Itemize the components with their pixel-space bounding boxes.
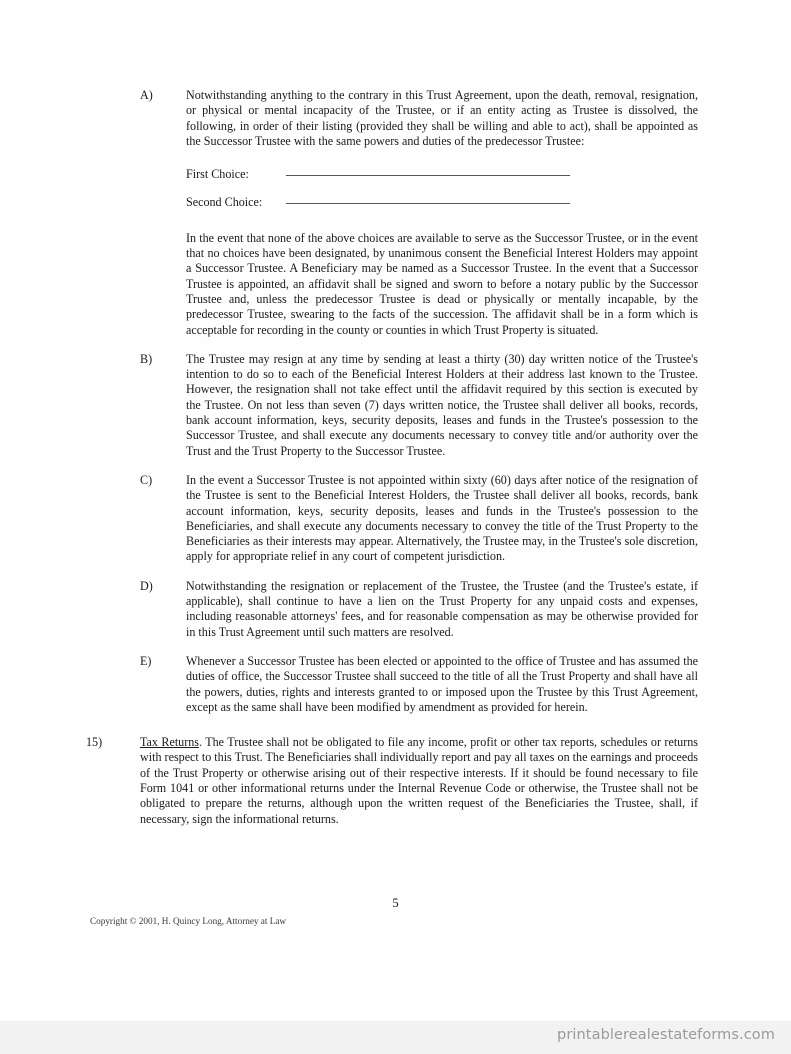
successor-choices xyxy=(186,167,698,211)
first-choice-label: First Choice: xyxy=(186,167,249,182)
clause-a xyxy=(140,88,698,149)
first-choice-input[interactable] xyxy=(286,165,570,176)
second-choice-label: Second Choice: xyxy=(186,195,263,210)
document-body xyxy=(86,88,699,837)
section-15-marker: 15) xyxy=(86,735,103,750)
section-15-heading: Tax Returns xyxy=(140,735,200,750)
successor-appointment-paragraph: In the event that none of the above choices are available to serve as the Successor Trustee, or in the event that no choices have been designated, by unanimous consent the Beneficial Interest Holders may appoint a Successor Trustee. A Beneficiary may be named as a Successor Trustee. In the event that a Successor Trustee is appointed, an affidavit shall be signed and sworn to before a notary public by the Successor Trustee and, unless the predecessor Trustee is dead or physically or mentally incapable, by the predecessor Trustee, swearing to the facts of the succession. The affidavit shall be in a form which is acceptable for recording in the county or counties in which Trust Property is situated. xyxy=(186,230,698,337)
clause-a-marker: A) xyxy=(140,88,153,102)
watermark-text: printablerealestateforms.com xyxy=(557,1027,775,1043)
copyright-notice: Copyright © 2001, H. Quincy Long, Attorney at Law xyxy=(90,916,287,926)
clause-a-text: Notwithstanding anything to the contrary in this Trust Agreement, upon the death, removal, resignation, or physical or mental incapacity of the Trustee, or if an entity acting as Trustee is dissolved, the following, in order of their listing (provided they shall be willing and able to act), shall be appointed as the Successor Trustee with the same powers and duties of the predecessor Trustee: xyxy=(186,88,698,148)
first-choice-row xyxy=(186,167,698,182)
clause-e-text: Whenever a Successor Trustee has been elected or appointed to the office of Trustee and has assumed the duties of office, the Successor Trustee shall succeed to the title of all the Trust Property and shall have all the powers, duties, rights and interests granted to or imposed upon the Trustee by this Trust Agreement, except as the same shall have been modified by amendment as provided for herein. xyxy=(186,653,698,714)
section-15 xyxy=(86,735,699,827)
clause-b xyxy=(140,352,698,459)
clause-e xyxy=(140,654,698,715)
section-15-text: . The Trustee shall not be obligated to file any income, profit or other tax reports, schedules or returns with respect to this Trust. The Beneficiaries shall individually report and pay all taxes on the earnings and proceeds of the Trust Property or otherwise arising out of their respective interests. If it should be found necessary to file Form 1041 or other informational returns under the Internal Revenue Code or otherwise, the Trustee shall not be obligated to prepare the returns, although upon the written request of the Beneficiaries the Trustee, shall, if necessary, sign the informational returns. xyxy=(140,735,699,826)
section-15-body xyxy=(140,735,698,827)
clause-b-marker: B) xyxy=(140,351,153,366)
clause-d-marker: D) xyxy=(140,578,153,593)
clause-c-marker: C) xyxy=(140,472,153,487)
watermark-bar xyxy=(0,1021,791,1054)
clause-c-text: In the event a Successor Trustee is not appointed within sixty (60) days after notice of the resignation of the Trustee is sent to the Beneficial Interest Holders, the Trustee shall deliver all books, records, bank account information, keys, security deposits, leases and funds in the Trustee's possession to the Beneficiaries, and shall execute any documents necessary to convey the title of the Trust Property to the Beneficiaries as their interests may appear. Alternatively, the Trustee may, in the Trustee's sole discretion, apply for appropriate relief in any court of competent jurisdiction. xyxy=(186,472,698,564)
clause-d xyxy=(140,579,698,640)
clause-d-text: Notwithstanding the resignation or replacement of the Trustee, the Trustee (and the Trustee's estate, if applicable), shall continue to have a lien on the Trust Property for any unpaid costs and expenses, including reasonable attorneys' fees, and for reasonable compensation as may be otherwise provided for in this Trust Agreement until such matters are resolved. xyxy=(186,578,698,639)
clause-b-text: The Trustee may resign at any time by sending at least a thirty (30) day written notice of the Trustee's intention to do so to each of the Beneficial Interest Holders at their address last known to the Trustee. However, the resignation shall not take effect until the affidavit required by this section is executed by the Trustee. On not less than seven (7) days written notice, the Trustee shall deliver all books, records, bank account information, keys, security deposits, leases and funds in the Trustee's possession to the Successor Trustee, and shall execute any documents necessary to convey title and/or authority over the Trust and the Trust Property to the Successor Trustee. xyxy=(186,351,698,458)
second-choice-row xyxy=(186,195,698,210)
clause-e-marker: E) xyxy=(140,653,152,668)
page-number: 5 xyxy=(392,896,399,910)
second-choice-input[interactable] xyxy=(286,193,570,204)
clause-c xyxy=(140,473,698,565)
